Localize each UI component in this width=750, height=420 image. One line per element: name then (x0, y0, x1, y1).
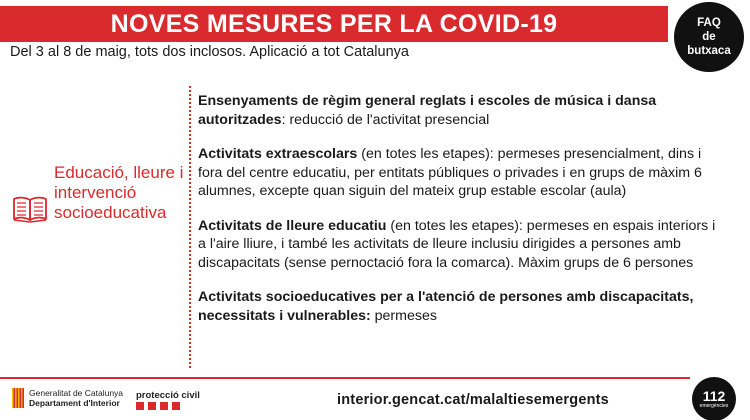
faq-badge-line1: FAQ (697, 17, 721, 29)
measure-item-text: permeses (370, 307, 437, 324)
measure-item (198, 145, 718, 201)
faq-badge (674, 2, 744, 72)
proteccio-civil-logo (136, 390, 200, 410)
faq-badge-line3: butxaca (687, 45, 731, 57)
section-title: Educació, lleure i intervenció socioeducativa (54, 163, 184, 222)
faq-badge-line2: de (702, 31, 716, 43)
emergency-label: emergències (699, 403, 729, 409)
proteccio-civil-label: protecció civil (136, 390, 200, 401)
section-heading (12, 163, 187, 263)
measure-item-heading: Activitats socioeducatives per a l'atenció de persones amb discapacitats, necessitats i vulnerables: (198, 289, 694, 324)
open-book-icon (12, 195, 48, 223)
title-banner (0, 6, 668, 42)
measure-item-heading: Activitats de lleure educatiu (198, 217, 387, 234)
measure-item-text: : reducció de l'activitat presencial (281, 111, 490, 128)
measure-item-text: (en totes les etapes): permeses presencialment, dins i fora del centre educatiu, per entitats públiques o privades i en grups de màxim 6 alumnes, excepte quan siguin del mateix grup estable escolar (aula) (198, 146, 702, 199)
website-url: interior.gencat.cat/malaltiesemergents (337, 392, 609, 408)
measure-item (198, 288, 718, 325)
emergency-112-badge (692, 377, 736, 420)
gencat-name: Generalitat de Catalunya (29, 388, 124, 398)
measure-item (198, 217, 718, 273)
page-subtitle: Del 3 al 8 de maig, tots dos inclosos. Aplicació a tot Catalunya (10, 44, 409, 60)
dotted-divider (189, 86, 191, 368)
gencat-logo-block (12, 388, 123, 408)
emergency-number: 112 (702, 388, 726, 404)
measure-item-text: (en totes les etapes): permeses en espais interiors i a l'aire lliure, i també les activitats de lleure inclusiu dirigides a persones amb discapacitats (sense pernoctació fora la comarca). Màxim grups de 6 persones (198, 217, 716, 271)
measure-item-heading: Activitats extraescolars (198, 146, 358, 162)
stripes-icon (136, 402, 196, 410)
department-name: Departament d'Interior (29, 398, 120, 408)
measures-list (198, 92, 718, 341)
measure-item (198, 92, 718, 129)
measure-item-heading: Ensenyaments de règim general reglats i escoles de música i dansa autoritzades (198, 93, 657, 128)
senyera-icon (12, 388, 24, 408)
page-title: NOVES MESURES PER LA COVID-19 (110, 9, 558, 38)
footer-divider (0, 377, 690, 379)
